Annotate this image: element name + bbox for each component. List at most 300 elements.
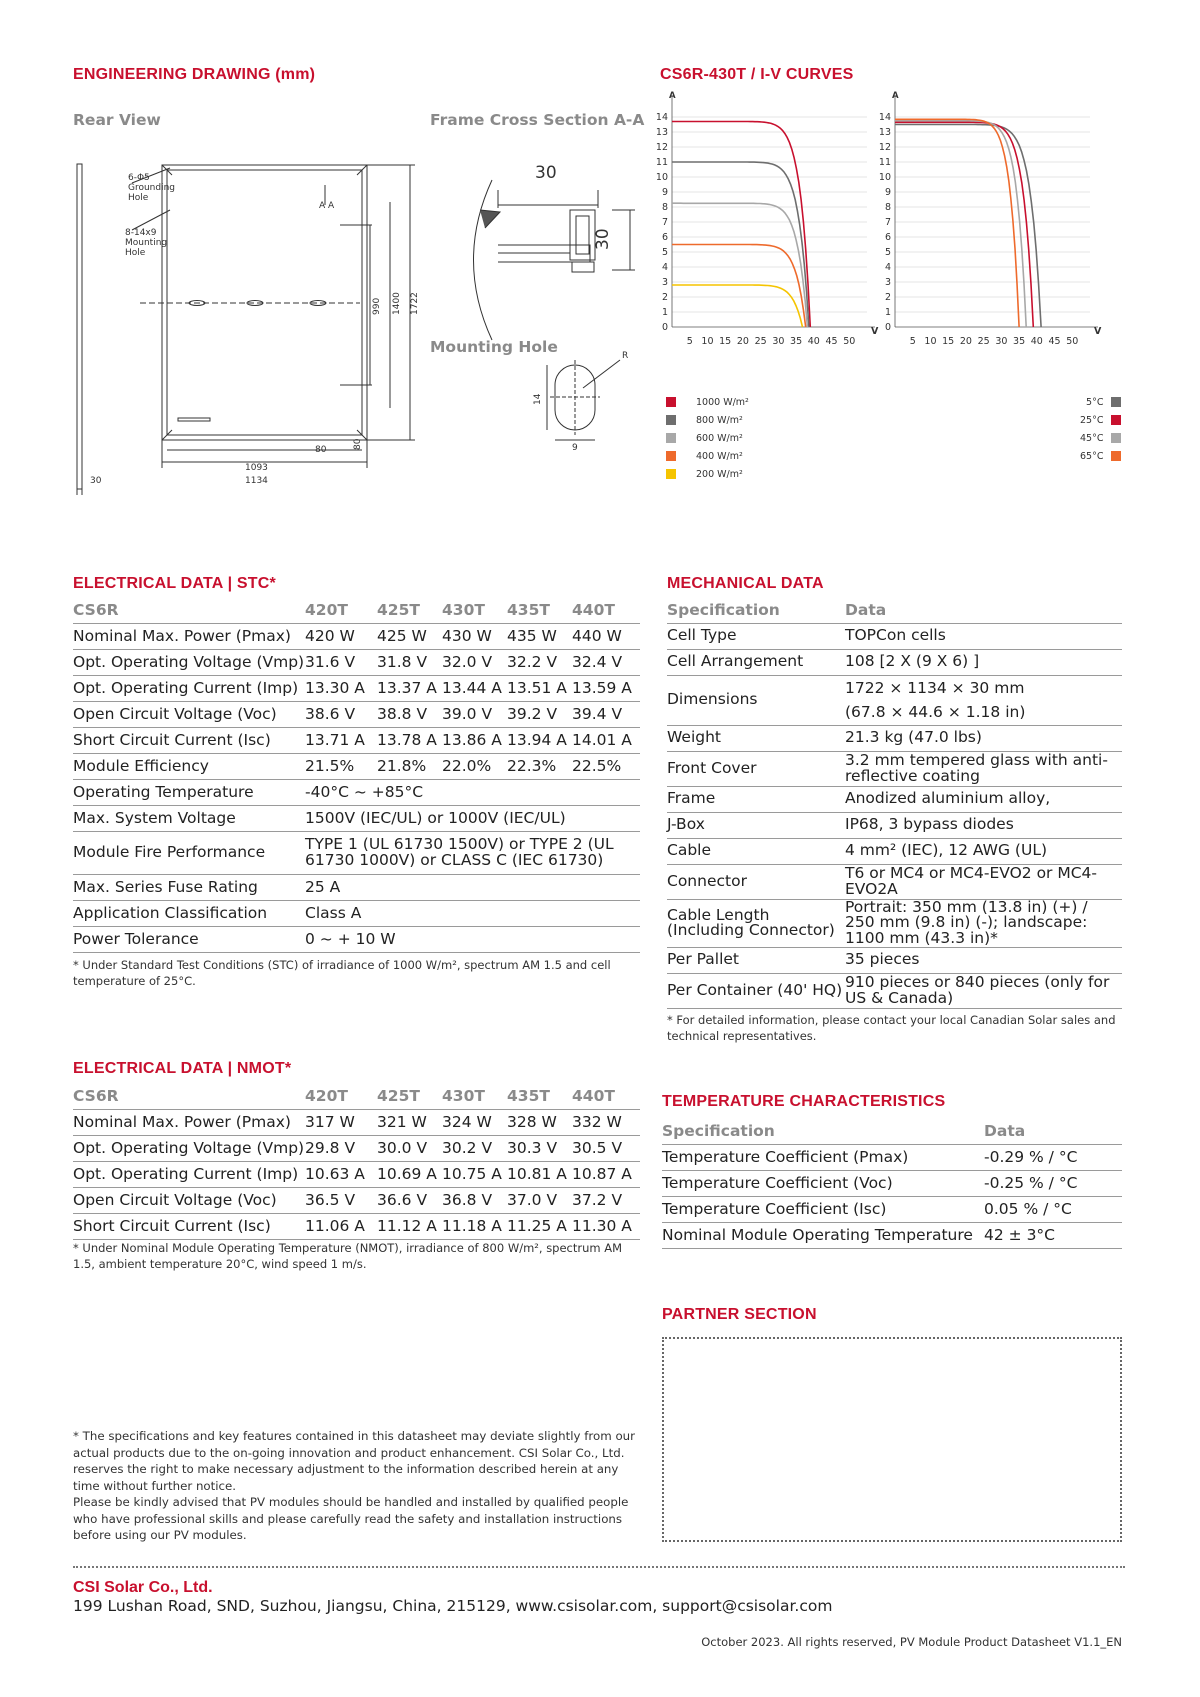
- row-label: Dimensions: [667, 675, 845, 725]
- table-row: [73, 779, 640, 805]
- table-row: [73, 623, 640, 649]
- grounding-label-3: Hole: [128, 193, 149, 203]
- row-value: 13.59 A: [572, 675, 640, 701]
- row-value: 13.44 A: [442, 675, 507, 701]
- table-row: [73, 874, 640, 900]
- row-value: 10.87 A: [572, 1161, 640, 1187]
- iv-curve-temperature-2: [895, 121, 1026, 327]
- x-tick-label: 45: [1048, 336, 1061, 347]
- legend-label: 65°C: [1080, 450, 1104, 462]
- mounting-label-2: Mounting: [125, 238, 168, 248]
- row-label: Cable Length (Including Connector): [667, 899, 845, 947]
- table-row: [73, 1213, 640, 1239]
- header-cell: 435T: [507, 1083, 572, 1109]
- table-header-row: [662, 1118, 1122, 1144]
- legend-item-25c: [1080, 411, 1121, 429]
- x-tick-label: 15: [942, 336, 955, 347]
- y-tick-label: 9: [661, 187, 668, 198]
- legend-item-1000: [666, 393, 749, 411]
- y-tick-label: 14: [878, 112, 891, 123]
- row-value: 0.05 % / °C: [984, 1196, 1122, 1222]
- row-value: 25 A: [305, 874, 640, 900]
- table-row: [667, 623, 1122, 649]
- y-tick-label: 5: [661, 247, 668, 258]
- dim-1093: 1093: [245, 463, 268, 473]
- y-tick-label: 0: [661, 322, 668, 333]
- row-value: 13.86 A: [442, 727, 507, 753]
- dim-1722: 1722: [410, 292, 420, 315]
- y-tick-label: 1: [884, 307, 891, 318]
- x-tick-label: 15: [719, 336, 732, 347]
- row-value: 430 W: [442, 623, 507, 649]
- header-cell: Data: [845, 597, 1122, 623]
- row-label: Nominal Module Operating Temperature: [662, 1222, 984, 1248]
- y-tick-label: 3: [661, 277, 668, 288]
- dim-30-side: 30: [90, 476, 102, 486]
- row-value: 22.3%: [507, 753, 572, 779]
- legend-swatch: [666, 397, 676, 407]
- row-value: 21.5%: [305, 753, 377, 779]
- x-tick-label: 35: [790, 336, 803, 347]
- row-value: 39.0 V: [442, 701, 507, 727]
- row-value: 11.25 A: [507, 1213, 572, 1239]
- y-tick-label: 9: [884, 187, 891, 198]
- table-row: [667, 864, 1122, 899]
- row-value: 910 pieces or 840 pieces (only for US & Canada): [845, 973, 1122, 1008]
- row-label: Frame: [667, 786, 845, 812]
- iv-curve-temperature-3: [895, 119, 1019, 327]
- table-row: [667, 899, 1122, 947]
- row-label: Weight: [667, 725, 845, 751]
- row-value: 11.06 A: [305, 1213, 377, 1239]
- y-tick-label: 7: [661, 217, 668, 228]
- stc-title: ELECTRICAL DATA | STC*: [73, 575, 276, 592]
- row-value: -40°C ~ +85°C: [305, 779, 640, 805]
- legend-item-600: [666, 429, 749, 447]
- row-label: Opt. Operating Voltage (Vmp): [73, 1135, 305, 1161]
- row-label: Per Pallet: [667, 947, 845, 973]
- header-cell: 425T: [377, 597, 442, 623]
- row-value: 29.8 V: [305, 1135, 377, 1161]
- legend-item-65c: [1080, 447, 1121, 465]
- x-tick-label: 50: [843, 336, 856, 347]
- iv-curves-title: CS6R-430T / I-V CURVES: [660, 66, 854, 83]
- x-tick-label: 30: [772, 336, 785, 347]
- y-tick-label: 12: [878, 142, 891, 153]
- mounting-label-3: Hole: [125, 248, 146, 258]
- dim-80-side: 80: [353, 438, 363, 450]
- row-value: 13.71 A: [305, 727, 377, 753]
- row-label: Module Efficiency: [73, 753, 305, 779]
- header-cell: CS6R: [73, 597, 305, 623]
- legend-label: 5°C: [1086, 396, 1104, 408]
- grounding-label-2: Grounding: [128, 183, 176, 193]
- disclaimer-p1: * The specifications and key features contained in this datasheet may deviate slightly from our actual products due to the on-going innovation and product enhancement. CSI Solar Co., Ltd. reserves the right to make necessary adjustment to the information described herein at any time without further notice.: [73, 1429, 635, 1493]
- row-label: Power Tolerance: [73, 926, 305, 952]
- legend-swatch: [666, 433, 676, 443]
- irradiance-legend: [666, 393, 749, 483]
- y-tick-label: 7: [884, 217, 891, 228]
- row-value: 435 W: [507, 623, 572, 649]
- legend-swatch: [1111, 397, 1121, 407]
- row-value: Portrait: 350 mm (13.8 in) (+) / 250 mm (9.8 in) (-); landscape: 1100 mm (43.3 in)*: [845, 899, 1122, 947]
- row-label: Nominal Max. Power (Pmax): [73, 623, 305, 649]
- row-label: Short Circuit Current (Isc): [73, 727, 305, 753]
- legend-item-5c: [1080, 393, 1121, 411]
- a-marker-left: A: [319, 201, 326, 211]
- y-tick-label: 6: [661, 232, 668, 243]
- table-row: [667, 838, 1122, 864]
- table-row: [662, 1170, 1122, 1196]
- legend-label: 45°C: [1080, 432, 1104, 444]
- row-label: Temperature Coefficient (Isc): [662, 1196, 984, 1222]
- legend-swatch: [1111, 433, 1121, 443]
- legend-label: 400 W/m²: [696, 450, 743, 462]
- legend-swatch: [1111, 451, 1121, 461]
- row-value: 332 W: [572, 1109, 640, 1135]
- x-tick-label: 40: [1030, 336, 1043, 347]
- header-cell: Specification: [662, 1118, 984, 1144]
- disclaimer: [73, 1428, 645, 1544]
- panel-outline: [162, 165, 367, 440]
- mounting-hole-label: Mounting Hole: [430, 338, 558, 356]
- partner-box: [662, 1337, 1122, 1542]
- y-tick-label: 13: [878, 127, 891, 138]
- row-value: 1722 × 1134 × 30 mm (67.8 × 44.6 × 1.18 in): [845, 675, 1122, 725]
- row-value: IP68, 3 bypass diodes: [845, 812, 1122, 838]
- iv-curve-irradiance-4: [672, 285, 803, 327]
- table-header-row: [73, 1083, 640, 1109]
- cross-dim-height: 30: [593, 228, 613, 250]
- row-value: 4 mm² (IEC), 12 AWG (UL): [845, 838, 1122, 864]
- y-tick-label: 4: [884, 262, 891, 273]
- table-row: [667, 751, 1122, 786]
- table-header-row: [73, 597, 640, 623]
- row-value: 37.0 V: [507, 1187, 572, 1213]
- header-cell: 440T: [572, 1083, 640, 1109]
- table-row: [73, 1161, 640, 1187]
- row-value: 10.81 A: [507, 1161, 572, 1187]
- row-value: 36.8 V: [442, 1187, 507, 1213]
- nmot-table: [73, 1083, 640, 1240]
- row-value: 30.2 V: [442, 1135, 507, 1161]
- dim-80-bottom: 80: [315, 445, 327, 455]
- row-value: TYPE 1 (UL 61730 1500V) or TYPE 2 (UL 61730 1000V) or CLASS C (IEC 61730): [305, 831, 640, 874]
- header-cell: Specification: [667, 597, 845, 623]
- row-value: 32.0 V: [442, 649, 507, 675]
- header-cell: 430T: [442, 1083, 507, 1109]
- table-row: [667, 649, 1122, 675]
- row-label: Operating Temperature: [73, 779, 305, 805]
- row-label: Temperature Coefficient (Voc): [662, 1170, 984, 1196]
- grounding-label-1: 6-Φ5: [128, 173, 150, 183]
- row-value: 0 ~ + 10 W: [305, 926, 640, 952]
- row-value: 13.30 A: [305, 675, 377, 701]
- x-tick-label: 20: [736, 336, 749, 347]
- y-tick-label: 10: [878, 172, 891, 183]
- row-label: Short Circuit Current (Isc): [73, 1213, 305, 1239]
- row-value: 321 W: [377, 1109, 442, 1135]
- row-value: 36.6 V: [377, 1187, 442, 1213]
- row-label: Connector: [667, 864, 845, 899]
- table-row: [667, 786, 1122, 812]
- cross-dim-width: 30: [535, 163, 557, 183]
- table-row: [662, 1144, 1122, 1170]
- table-row: [73, 649, 640, 675]
- x-tick-label: 45: [825, 336, 838, 347]
- table-row: [662, 1196, 1122, 1222]
- y-tick-label: 4: [661, 262, 668, 273]
- y-tick-label: 11: [878, 157, 891, 168]
- row-value: T6 or MC4 or MC4-EVO2 or MC4-EVO2A: [845, 864, 1122, 899]
- row-value: 32.2 V: [507, 649, 572, 675]
- row-label: Opt. Operating Current (Imp): [73, 1161, 305, 1187]
- row-value: Anodized aluminium alloy,: [845, 786, 1122, 812]
- legend-swatch: [666, 451, 676, 461]
- row-value: 13.37 A: [377, 675, 442, 701]
- row-value: 22.5%: [572, 753, 640, 779]
- header-cell: CS6R: [73, 1083, 305, 1109]
- nmot-title: ELECTRICAL DATA | NMOT*: [73, 1060, 292, 1077]
- iv-curves-chart: [655, 90, 1135, 390]
- dim-990: 990: [372, 297, 382, 315]
- y-tick-label: 3: [884, 277, 891, 288]
- y-tick-label: 2: [884, 292, 891, 303]
- row-value: 39.4 V: [572, 701, 640, 727]
- table-row: [73, 805, 640, 831]
- x-tick-label: 25: [977, 336, 990, 347]
- y-tick-label: 5: [884, 247, 891, 258]
- cross-section-label: Frame Cross Section A-A: [430, 111, 645, 129]
- dim-1400: 1400: [392, 292, 402, 315]
- row-label: Application Classification: [73, 900, 305, 926]
- y-tick-label: 8: [884, 202, 891, 213]
- row-value: 11.18 A: [442, 1213, 507, 1239]
- row-value: 36.5 V: [305, 1187, 377, 1213]
- table-row: [73, 753, 640, 779]
- row-label: Temperature Coefficient (Pmax): [662, 1144, 984, 1170]
- row-value: 440 W: [572, 623, 640, 649]
- legend-swatch: [1111, 415, 1121, 425]
- legend-item-200: [666, 465, 749, 483]
- temp-table: [662, 1118, 1122, 1249]
- dim-1134: 1134: [245, 476, 268, 486]
- table-row: [73, 831, 640, 874]
- footer-company: CSI Solar Co., Ltd.: [73, 1579, 213, 1596]
- row-value: 328 W: [507, 1109, 572, 1135]
- x-tick-label: 10: [701, 336, 714, 347]
- row-label: Max. Series Fuse Rating: [73, 874, 305, 900]
- y-tick-label: 11: [655, 157, 668, 168]
- table-row: [73, 675, 640, 701]
- row-label: J-Box: [667, 812, 845, 838]
- row-value: 425 W: [377, 623, 442, 649]
- table-row: [73, 1135, 640, 1161]
- table-row: [73, 926, 640, 952]
- legend-label: 1000 W/m²: [696, 396, 749, 408]
- y-tick-label: 1: [661, 307, 668, 318]
- row-value: 38.6 V: [305, 701, 377, 727]
- y-tick-label: 2: [661, 292, 668, 303]
- row-value: 1500V (IEC/UL) or 1000V (IEC/UL): [305, 805, 640, 831]
- footer-divider: [73, 1566, 1125, 1568]
- y-tick-label: 8: [661, 202, 668, 213]
- partner-title: PARTNER SECTION: [662, 1306, 817, 1323]
- table-header-row: [667, 597, 1122, 623]
- legend-item-800: [666, 411, 749, 429]
- legend-swatch: [666, 415, 676, 425]
- nmot-note: * Under Nominal Module Operating Temperature (NMOT), irradiance of 800 W/m², spectrum AM 1.5, ambient temperature 20°C, wind speed 1 m/s.: [73, 1241, 623, 1272]
- row-value: -0.29 % / °C: [984, 1144, 1122, 1170]
- x-tick-label: 40: [807, 336, 820, 347]
- footer-copyright: October 2023. All rights reserved, PV Module Product Datasheet V1.1_EN: [701, 1635, 1122, 1649]
- row-value: 21.8%: [377, 753, 442, 779]
- y-tick-label: 0: [884, 322, 891, 333]
- table-row: [667, 947, 1122, 973]
- x-tick-label: 30: [995, 336, 1008, 347]
- legend-label: 600 W/m²: [696, 432, 743, 444]
- row-label: Open Circuit Voltage (Voc): [73, 1187, 305, 1213]
- row-value: 13.94 A: [507, 727, 572, 753]
- x-tick-label: 5: [909, 336, 916, 347]
- row-value: 10.75 A: [442, 1161, 507, 1187]
- iv-curve-irradiance-0: [672, 122, 810, 328]
- hole-dim-r: R: [622, 351, 629, 361]
- row-value: 31.6 V: [305, 649, 377, 675]
- header-cell: 430T: [442, 597, 507, 623]
- row-value: 30.0 V: [377, 1135, 442, 1161]
- row-value: 39.2 V: [507, 701, 572, 727]
- y-tick-label: 12: [655, 142, 668, 153]
- row-value: 35 pieces: [845, 947, 1122, 973]
- row-label: Front Cover: [667, 751, 845, 786]
- disclaimer-p2: Please be kindly advised that PV modules should be handled and installed by qualified people who have professional skills and please carefully read the safety and installation instructions before using our PV modules.: [73, 1495, 629, 1543]
- y-tick-label: 10: [655, 172, 668, 183]
- mech-note: * For detailed information, please contact your local Canadian Solar sales and technical representatives.: [667, 1013, 1116, 1044]
- y-tick-label: 14: [655, 112, 668, 123]
- x-tick-label: 10: [924, 336, 937, 347]
- row-value: 13.78 A: [377, 727, 442, 753]
- table-row: [73, 1109, 640, 1135]
- y-axis-label: A: [669, 91, 676, 101]
- legend-item-400: [666, 447, 749, 465]
- row-label: Module Fire Performance: [73, 831, 305, 874]
- rear-view-label: Rear View: [73, 111, 161, 129]
- stc-table: [73, 597, 640, 953]
- row-value: 324 W: [442, 1109, 507, 1135]
- y-axis-label: A: [892, 91, 899, 101]
- x-tick-label: 20: [959, 336, 972, 347]
- legend-swatch: [666, 469, 676, 479]
- header-cell: Data: [984, 1118, 1122, 1144]
- row-value: 38.8 V: [377, 701, 442, 727]
- table-row: [73, 1187, 640, 1213]
- row-label: Cell Type: [667, 623, 845, 649]
- x-axis-label: V: [871, 326, 879, 337]
- temp-title: TEMPERATURE CHARACTERISTICS: [662, 1093, 946, 1110]
- row-value: 37.2 V: [572, 1187, 640, 1213]
- header-cell: 425T: [377, 1083, 442, 1109]
- x-tick-label: 35: [1013, 336, 1026, 347]
- x-axis-label: V: [1094, 326, 1102, 337]
- row-value: 14.01 A: [572, 727, 640, 753]
- row-value: TOPCon cells: [845, 623, 1122, 649]
- row-value: 21.3 kg (47.0 lbs): [845, 725, 1122, 751]
- legend-item-45c: [1080, 429, 1121, 447]
- mech-title: MECHANICAL DATA: [667, 575, 824, 592]
- table-row: [667, 675, 1122, 725]
- row-label: Max. System Voltage: [73, 805, 305, 831]
- row-label: Nominal Max. Power (Pmax): [73, 1109, 305, 1135]
- row-value: 11.12 A: [377, 1213, 442, 1239]
- mech-table: [667, 597, 1122, 1009]
- header-cell: 420T: [305, 1083, 377, 1109]
- row-value: 42 ± 3°C: [984, 1222, 1122, 1248]
- x-tick-label: 50: [1066, 336, 1079, 347]
- hole-dim-9: 9: [572, 443, 578, 453]
- row-label: Cable: [667, 838, 845, 864]
- row-value: 3.2 mm tempered glass with anti-reflective coating: [845, 751, 1122, 786]
- row-label: Opt. Operating Current (Imp): [73, 675, 305, 701]
- row-label: Opt. Operating Voltage (Vmp): [73, 649, 305, 675]
- table-row: [73, 900, 640, 926]
- row-value: 10.63 A: [305, 1161, 377, 1187]
- row-value: 10.69 A: [377, 1161, 442, 1187]
- x-tick-label: 25: [754, 336, 767, 347]
- a-marker-right: A: [328, 201, 335, 211]
- row-value: 30.5 V: [572, 1135, 640, 1161]
- side-profile: [77, 164, 82, 489]
- row-label: Cell Arrangement: [667, 649, 845, 675]
- row-value: 317 W: [305, 1109, 377, 1135]
- row-label: Per Container (40' HQ): [667, 973, 845, 1008]
- hole-dim-14: 14: [533, 393, 543, 405]
- header-cell: 420T: [305, 597, 377, 623]
- row-value: 32.4 V: [572, 649, 640, 675]
- row-value: 22.0%: [442, 753, 507, 779]
- table-row: [73, 701, 640, 727]
- table-row: [662, 1222, 1122, 1248]
- table-row: [667, 812, 1122, 838]
- stc-note: * Under Standard Test Conditions (STC) of irradiance of 1000 W/m², spectrum AM 1.5 and cell temperature of 25°C.: [73, 958, 611, 989]
- row-value: 30.3 V: [507, 1135, 572, 1161]
- row-value: 420 W: [305, 623, 377, 649]
- row-value: -0.25 % / °C: [984, 1170, 1122, 1196]
- header-cell: 440T: [572, 597, 640, 623]
- y-tick-label: 13: [655, 127, 668, 138]
- row-value: 13.51 A: [507, 675, 572, 701]
- legend-label: 200 W/m²: [696, 468, 743, 480]
- row-value: 108 [2 X (9 X 6) ]: [845, 649, 1122, 675]
- table-row: [667, 973, 1122, 1008]
- row-value: 11.30 A: [572, 1213, 640, 1239]
- row-label: Open Circuit Voltage (Voc): [73, 701, 305, 727]
- row-value: Class A: [305, 900, 640, 926]
- table-row: [667, 725, 1122, 751]
- engineering-drawing-title: ENGINEERING DRAWING (mm): [73, 66, 316, 83]
- x-tick-label: 5: [686, 336, 693, 347]
- legend-label: 800 W/m²: [696, 414, 743, 426]
- y-tick-label: 6: [884, 232, 891, 243]
- table-row: [73, 727, 640, 753]
- row-value: 31.8 V: [377, 649, 442, 675]
- temperature-legend: [1080, 393, 1121, 465]
- engineering-drawing: [60, 150, 660, 500]
- legend-label: 25°C: [1080, 414, 1104, 426]
- header-cell: 435T: [507, 597, 572, 623]
- footer-address: 199 Lushan Road, SND, Suzhou, Jiangsu, China, 215129, www.csisolar.com, support@csisolar.com: [73, 1597, 833, 1615]
- mounting-label-1: 8-14x9: [125, 228, 157, 238]
